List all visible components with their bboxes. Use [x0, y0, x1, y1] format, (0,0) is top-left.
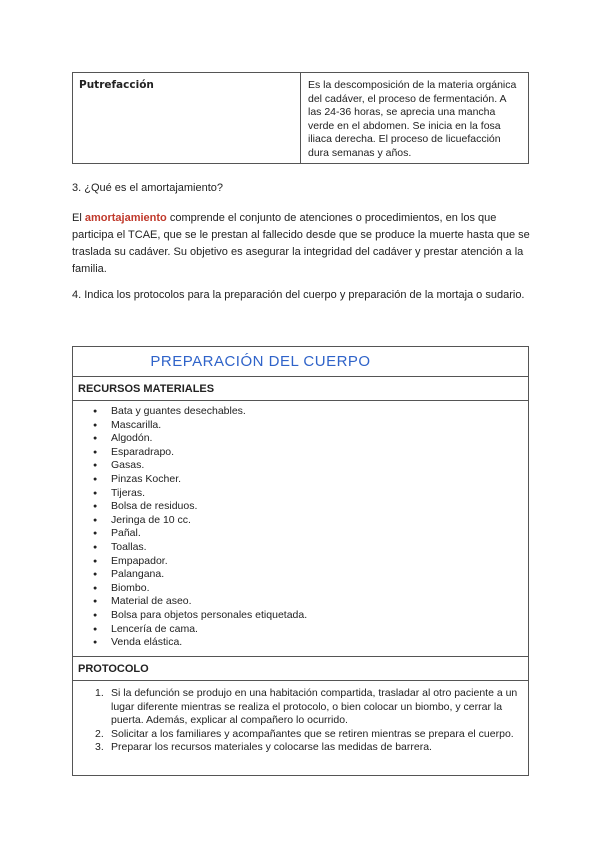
material-item: ● Gasas.	[111, 459, 528, 473]
answer-prefix: El	[72, 212, 85, 224]
material-item: ● Tijeras.	[111, 487, 528, 501]
protocol-step	[95, 741, 528, 755]
material-item: ● Material de aseo.	[111, 595, 528, 609]
material-item: ● Pañal.	[111, 527, 528, 541]
answer-3	[72, 210, 532, 278]
definition-cell: Es la descomposición de la materia orgánica del cadáver, el proceso de fermentación. A las 24-36 horas, se aprecia una mancha verde en el abdomen. Se inicia en la fosa iliaca derecha. El proceso de licuefacción dura semanas y años.	[308, 79, 517, 159]
answer-rest: comprende el conjunto de atenciones o procedimientos, en los que participa el TCAE, que se le prestan al fallecido desde que se produce la muerte hasta que se traslada su cadáver. Su objetivo es asegurar la integridad del cadáver y prestar atención a la familia.	[72, 212, 530, 275]
material-item: ● Lencería de cama.	[111, 623, 528, 637]
table-title: PREPARACIÓN DEL CUERPO	[73, 347, 528, 377]
materials-list	[73, 405, 528, 650]
material-item: ● Bata y guantes desechables.	[111, 405, 528, 419]
question-4: 4. Indica los protocolos para la preparación del cuerpo y preparación de la mortaja o sudario.	[72, 289, 525, 301]
answer-highlight: amortajamiento	[84, 212, 167, 224]
step-number: 2.	[95, 727, 104, 740]
material-item: ● Bolsa para objetos personales etiquetada.	[111, 609, 528, 623]
protocol-cell	[73, 681, 528, 755]
materials-list-cell	[73, 401, 528, 657]
protocol-list	[73, 687, 528, 755]
material-item: ● Palangana.	[111, 568, 528, 582]
protocol-step	[95, 727, 528, 742]
material-item: ● Biombo.	[111, 582, 528, 596]
body-preparation-table	[72, 346, 529, 776]
step-number: 1.	[95, 687, 104, 699]
step-text: Preparar los recursos materiales y colocarse las medidas de barrera.	[111, 741, 432, 754]
material-item: ● Algodón.	[111, 432, 528, 446]
material-item: ● Venda elástica.	[111, 636, 528, 650]
material-item: ● Toallas.	[111, 541, 528, 555]
step-number: 3.	[95, 741, 104, 754]
material-item: ● Jeringa de 10 cc.	[111, 514, 528, 528]
material-item: ● Pinzas Kocher.	[111, 473, 528, 487]
step-text: Solicitar a los familiares y acompañantes que se retiren mientras se prepara el cuerpo.	[111, 727, 514, 740]
materials-heading: RECURSOS MATERIALES	[73, 377, 528, 401]
question-3: 3. ¿Qué es el amortajamiento?	[72, 182, 224, 194]
definition-table	[72, 72, 529, 164]
material-item: ● Bolsa de residuos.	[111, 500, 528, 514]
term-cell: Putrefacción	[73, 73, 301, 163]
protocol-step	[95, 687, 528, 728]
step-text: Si la defunción se produjo en una habitación compartida, trasladar al otro paciente a un lugar diferente mientras se realiza el protocolo, o bien colocar un biombo, y cerrar la puerta. Además, explicar al compañero lo ocurrido.	[111, 687, 518, 727]
protocol-heading: PROTOCOLO	[73, 657, 528, 681]
material-item: ● Empapador.	[111, 555, 528, 569]
material-item: ● Mascarilla.	[111, 419, 528, 433]
material-item: ● Esparadrapo.	[111, 446, 528, 460]
